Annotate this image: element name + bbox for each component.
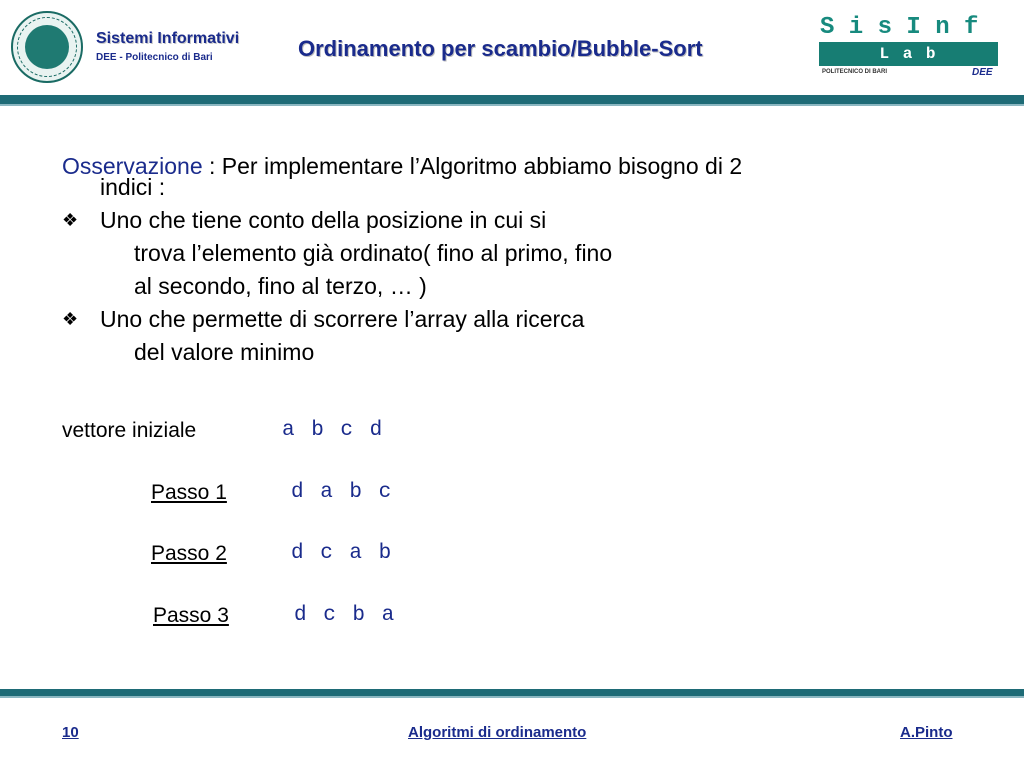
brand-title: Sistemi Informativi xyxy=(96,30,240,47)
footer-topic: Algoritmi di ordinamento xyxy=(408,724,587,741)
diamond-bullet-icon: ❖ xyxy=(62,309,79,329)
initial-vector-label: vettore iniziale xyxy=(62,419,197,442)
header-divider-thin xyxy=(0,104,1024,106)
step-1-value: d a b c xyxy=(291,481,394,504)
initial-vector-value: a b c d xyxy=(282,419,385,442)
bullet-text: Uno che permette di scorrere l’array alla ricerca xyxy=(100,306,585,332)
header-divider xyxy=(0,95,1024,104)
step-1-label: Passo 1 xyxy=(151,481,227,504)
seal-center xyxy=(25,25,69,69)
university-seal-logo xyxy=(11,11,83,83)
bullet-text: Uno che tiene conto della posizione in cui si xyxy=(100,207,547,233)
footer-divider xyxy=(0,689,1024,696)
observation-text: : Per implementare l’Algoritmo abbiamo bisogno di 2 xyxy=(202,153,743,179)
step-2-label: Passo 2 xyxy=(151,542,227,565)
page-number: 10 xyxy=(62,724,79,741)
observation-continuation: indici : xyxy=(100,174,166,200)
bullet-item xyxy=(62,204,962,237)
step-3-label: Passo 3 xyxy=(153,604,229,627)
bullet-continuation: al secondo, fino al terzo, … ) xyxy=(134,273,427,299)
sisinf-logo-text xyxy=(820,14,998,42)
bullet-item xyxy=(62,303,962,336)
lab-institution: POLITECNICO DI BARI xyxy=(822,69,888,75)
lab-band xyxy=(819,42,998,66)
sisinf-logo-letters: S i s I n f xyxy=(820,14,979,41)
page-title: Ordinamento per scambio/Bubble-Sort xyxy=(298,36,703,61)
step-2-value: d c a b xyxy=(291,542,394,565)
step-3-value: d c b a xyxy=(294,604,397,627)
lab-band-text: L a b xyxy=(879,45,938,63)
diamond-bullet-icon: ❖ xyxy=(62,210,79,230)
observation-label: Osservazione xyxy=(62,153,203,179)
brand-subtitle: DEE - Politecnico di Bari xyxy=(96,52,213,63)
footer-divider-thin xyxy=(0,696,1024,698)
slide-content xyxy=(62,150,962,369)
footer-author: A.Pinto xyxy=(900,724,953,741)
bullet-continuation: trova l’elemento già ordinato( fino al primo, fino xyxy=(134,240,613,266)
bullet-continuation: del valore minimo xyxy=(134,339,315,365)
lab-dept: DEE xyxy=(972,67,993,78)
